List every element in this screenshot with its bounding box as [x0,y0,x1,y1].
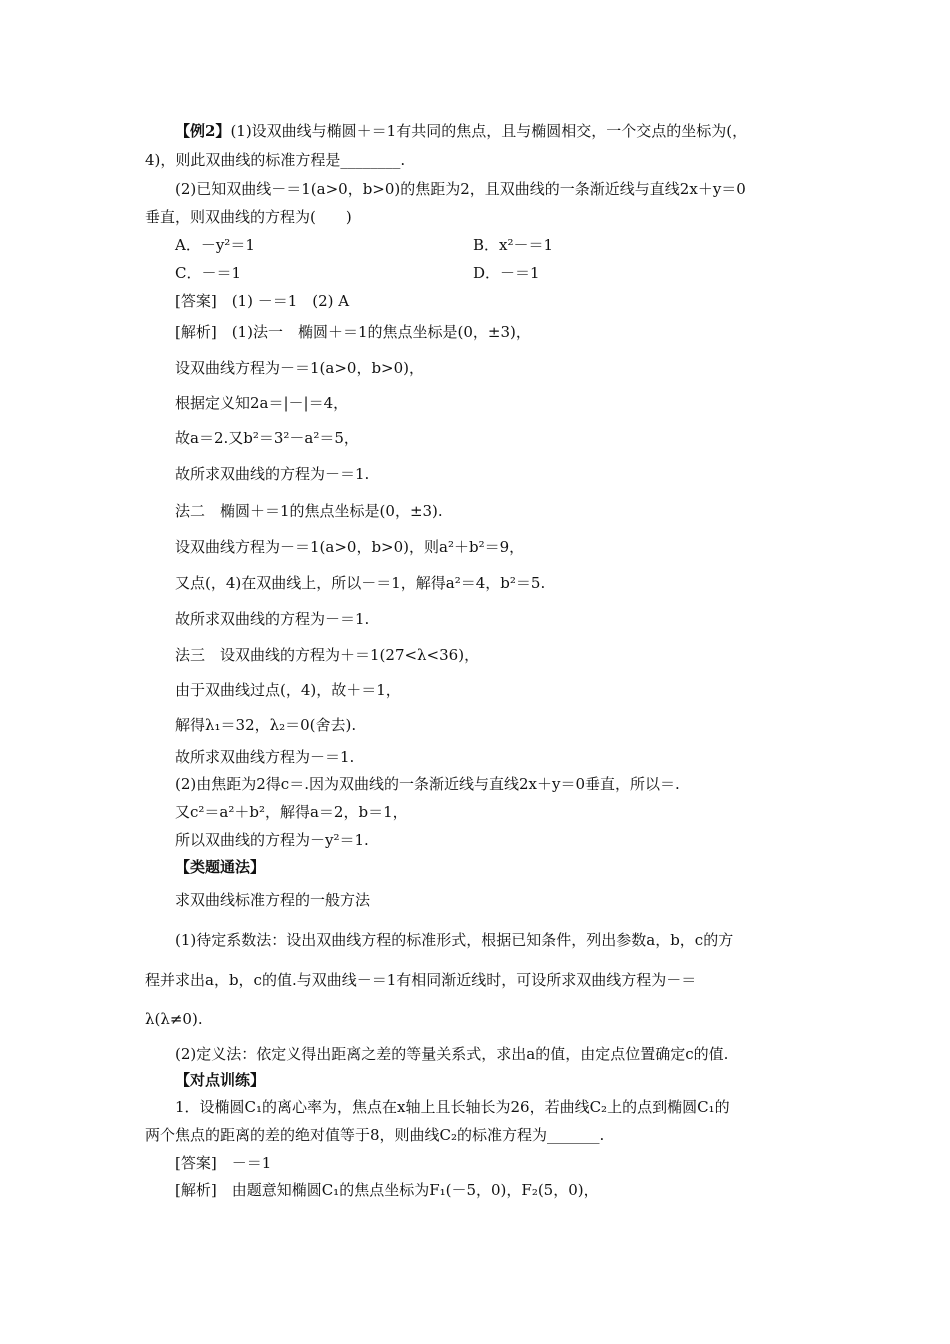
analysis-line-8: 又点(，4)在双曲线上，所以－＝1，解得a²＝4，b²＝5. [175,574,546,592]
analysis-line-4: 故a＝2.又b²＝3²－a²＝5， [175,429,359,447]
text-line-3: (2)已知双曲线－＝1(a>0，b>0)的焦距为2，且双曲线的一条渐近线与直线2x＋y＝0 [175,180,746,198]
analysis-line-10: 法三 设双曲线的方程为＋＝1(27<λ<36)， [175,646,480,664]
answer-line: [答案] (1) －＝1 (2) A [175,292,350,310]
text-line-2: 4)，则此双曲线的标准方程是________. [145,151,406,169]
analysis-line-5: 故所求双曲线的方程为－＝1. [175,465,370,483]
practice-line-2: 两个焦点的距离的差的绝对值等于8，则曲线C₂的标准方程为_______. [145,1126,605,1144]
analysis-line-3: 根据定义知2a＝|－|＝4， [175,394,349,412]
analysis-line-13: 故所求双曲线方程为－＝1. [175,748,355,766]
practice-analysis: [解析] 由题意知椭圆C₁的焦点坐标为F₁(－5，0)，F₂(5，0)， [175,1181,599,1199]
analysis-line-6: 法二 椭圆＋＝1的焦点坐标是(0，±3). [175,502,443,520]
option-a: A．－y²＝1 [175,236,255,254]
example-label: 【例2】 [175,122,231,140]
section-heading-practice: 【对点训练】 [175,1071,266,1089]
text-line-1: 【例2】(1)设双曲线与椭圆＋＝1有共同的焦点，且与椭圆相交，一个交点的坐标为(， [175,122,748,140]
option-d: D．－＝1 [473,264,540,282]
option-line-cd [175,263,775,283]
method-line-4: (2)定义法：依定义得出距离之差的等量关系式，求出a的值，由定点位置确定c的值. [175,1045,729,1063]
practice-line-1: 1．设椭圆C₁的离心率为，焦点在x轴上且长轴长为26，若曲线C₂上的点到椭圆C₁的 [175,1098,730,1116]
method-line-1: (1)待定系数法：设出双曲线方程的标准形式，根据已知条件，列出参数a，b，c的方 [175,931,734,949]
method-title: 求双曲线标准方程的一般方法 [175,891,371,909]
analysis-line-2: 设双曲线方程为－＝1(a>0，b>0)， [175,359,425,377]
analysis-line-16: 所以双曲线的方程为－y²＝1. [175,831,369,849]
option-line-ab [175,235,775,255]
analysis-line-14: (2)由焦距为2得c＝.因为双曲线的一条渐近线与直线2x＋y＝0垂直，所以＝. [175,775,680,793]
analysis-line-1: [解析] (1)法一 椭圆＋＝1的焦点坐标是(0，±3)， [175,323,531,341]
analysis-line-9: 故所求双曲线的方程为－＝1. [175,610,370,628]
practice-answer: [答案] －＝1 [175,1154,272,1172]
method-line-2: 程并求出a，b，c的值.与双曲线－＝1有相同渐近线时，可设所求双曲线方程为－＝ [145,971,697,989]
analysis-line-7: 设双曲线方程为－＝1(a>0，b>0)，则a²＋b²＝9， [175,538,525,556]
text-line-4: 垂直，则双曲线的方程为( ) [145,208,352,226]
analysis-line-15: 又c²＝a²＋b²，解得a＝2，b＝1， [175,803,408,821]
option-c: C．－＝1 [175,264,242,282]
method-line-3: λ(λ≠0). [145,1010,203,1028]
option-b: B．x²－＝1 [473,236,554,254]
analysis-line-11: 由于双曲线过点(，4)，故＋＝1， [175,681,401,699]
section-heading-method: 【类题通法】 [175,858,266,876]
analysis-line-12: 解得λ₁＝32，λ₂＝0(舍去). [175,716,357,734]
